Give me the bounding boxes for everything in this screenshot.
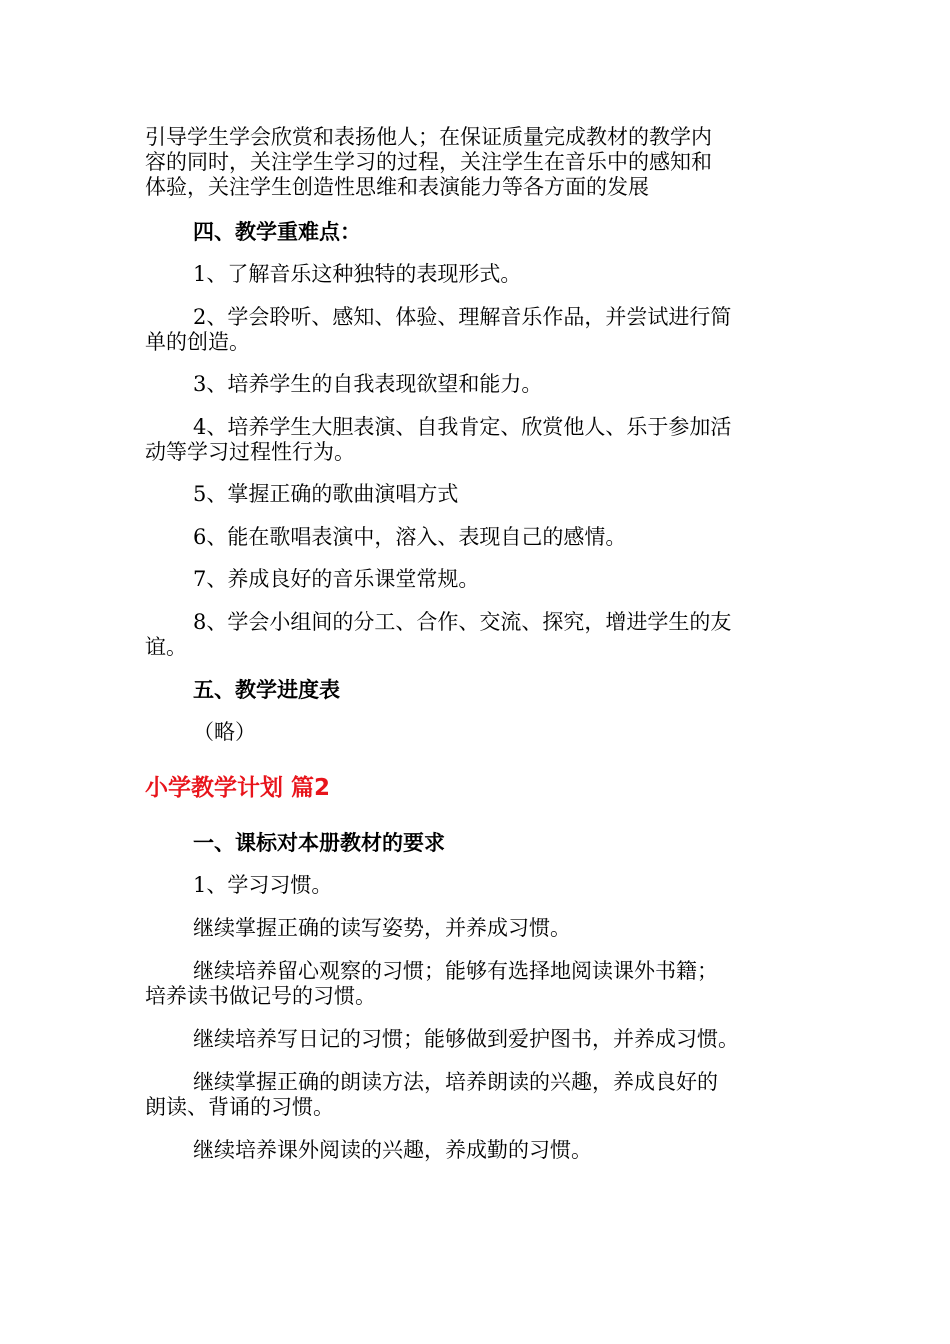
list-item: 6、能在歌唱表演中，溶入、表现自己的感情。 bbox=[193, 525, 627, 549]
list-item: 4、培养学生大胆表演、自我肯定、欣赏他人、乐于参加活 bbox=[193, 415, 732, 439]
intro-line: 容的同时，关注学生学习的过程，关注学生在音乐中的感知和 bbox=[145, 150, 712, 174]
body-line: 继续培养课外阅读的兴趣，养成勤的习惯。 bbox=[193, 1138, 592, 1162]
list-item-continuation: 谊。 bbox=[145, 635, 187, 659]
body-line: 1、学习习惯。 bbox=[193, 873, 333, 897]
list-item: 1、了解音乐这种独特的表现形式。 bbox=[193, 262, 522, 286]
plan2-title: 小学教学计划 篇2 bbox=[145, 775, 331, 801]
list-item: 5、掌握正确的歌曲演唱方式 bbox=[193, 482, 459, 506]
body-line: 继续培养留心观察的习惯；能够有选择地阅读课外书籍； bbox=[193, 959, 718, 983]
body-line: 继续培养写日记的习惯；能够做到爱护图书，并养成习惯。 bbox=[193, 1027, 739, 1051]
list-item: 3、培养学生的自我表现欲望和能力。 bbox=[193, 372, 543, 396]
body-line: 继续掌握正确的读写姿势，并养成习惯。 bbox=[193, 916, 571, 940]
section-heading: 一、课标对本册教材的要求 bbox=[193, 831, 445, 855]
section-heading: 四、教学重难点： bbox=[193, 220, 361, 244]
list-item: 7、养成良好的音乐课堂常规。 bbox=[193, 567, 480, 591]
intro-line: 体验，关注学生创造性思维和表演能力等各方面的发展 bbox=[145, 175, 649, 199]
list-item: 8、学会小组间的分工、合作、交流、探究，增进学生的友 bbox=[193, 610, 732, 634]
body-line-continuation: 朗读、背诵的习惯。 bbox=[145, 1095, 334, 1119]
list-item-continuation: 单的创造。 bbox=[145, 330, 250, 354]
section-heading: 五、教学进度表 bbox=[193, 678, 340, 702]
body-line: 继续掌握正确的朗读方法，培养朗读的兴趣，养成良好的 bbox=[193, 1070, 718, 1094]
section-note: （略） bbox=[193, 720, 256, 744]
body-line-continuation: 培养读书做记号的习惯。 bbox=[145, 984, 376, 1008]
intro-line: 引导学生学会欣赏和表扬他人；在保证质量完成教材的教学内 bbox=[145, 125, 712, 149]
list-item: 2、学会聆听、感知、体验、理解音乐作品，并尝试进行简 bbox=[193, 305, 732, 329]
list-item-continuation: 动等学习过程性行为。 bbox=[145, 440, 355, 464]
